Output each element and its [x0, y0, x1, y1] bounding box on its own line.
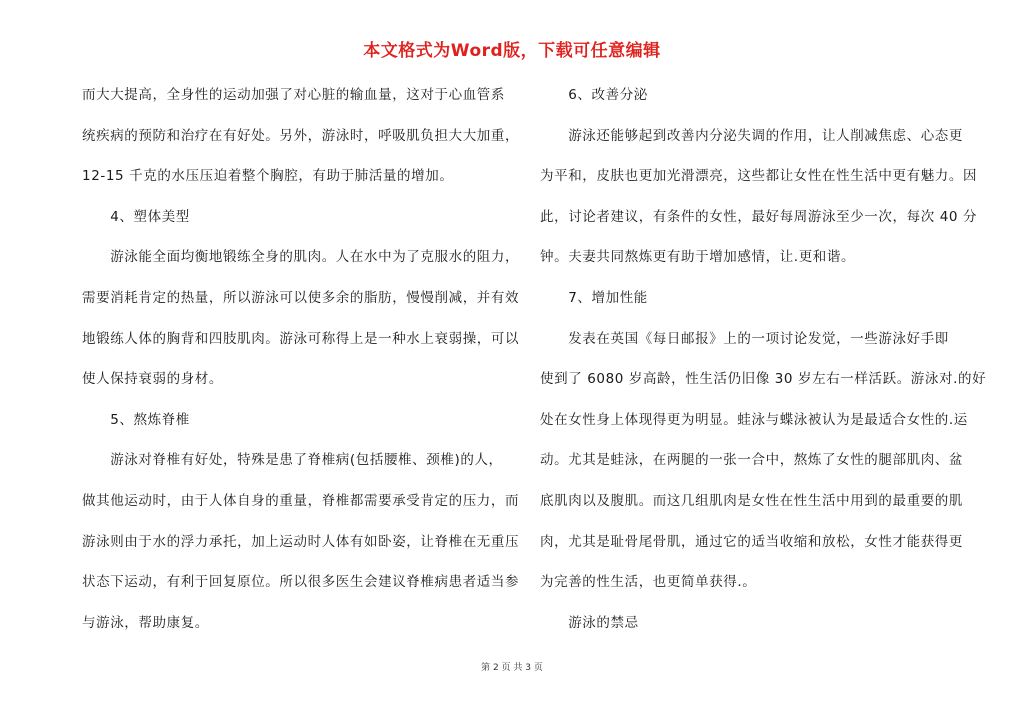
- text-line: 统疾病的预防和治疗在有好处。另外，游泳时，呼吸肌负担大大加重，: [82, 127, 520, 144]
- left-column: [82, 79, 522, 647]
- text-line: 游泳对脊椎有好处，特殊是患了脊椎病(包括腰椎、颈椎)的人，: [82, 452, 503, 469]
- document-banner: 本文格式为Word版，下载可任意编辑: [363, 41, 661, 61]
- text-line: 游泳的禁忌: [540, 614, 639, 631]
- text-line: 钟。夫妻共同熬炼更有助于增加感情，让.更和谐。: [540, 249, 856, 266]
- text-line: 使人保持衰弱的身材。: [82, 371, 223, 388]
- text-line: 处在女性身上体现得更为明显。蛙泳与蝶泳被认为是最适合女性的.运: [540, 411, 968, 428]
- text-line: 发表在英国《每日邮报》上的一项讨论发觉，一些游泳好手即: [540, 330, 949, 347]
- text-line: 需要消耗肯定的热量，所以游泳可以使多余的脂肪，慢慢削减，并有效: [82, 289, 520, 306]
- text-line: 游泳还能够起到改善内分泌失调的作用，让人削减焦虑、心态更: [540, 127, 963, 144]
- page-footer: 第 2 页 共 3 页: [481, 663, 543, 673]
- text-line: 12-15 千克的水压压迫着整个胸腔，有助于肺活量的增加。: [82, 168, 454, 185]
- right-column: [540, 79, 987, 647]
- text-line: 游泳能全面均衡地锻练全身的肌肉。人在水中为了克服水的阻力，: [82, 249, 520, 266]
- text-line: 游泳则由于水的浮力承托，加上运动时人体有如卧姿，让脊椎在无重压: [82, 533, 520, 550]
- text-line: 肉，尤其是耻骨尾骨肌，通过它的适当收缩和放松，女性才能获得更: [540, 533, 963, 550]
- text-line: 5、熬炼脊椎: [82, 411, 190, 428]
- text-line: 底肌肉以及腹肌。而这几组肌肉是女性在性生活中用到的最重要的肌: [540, 492, 963, 509]
- text-line: 6、改善分泌: [540, 87, 648, 103]
- text-line: 做其他运动时，由于人体自身的重量，脊椎都需要承受肯定的压力，而: [82, 492, 520, 509]
- text-line: 动。尤其是蛙泳，在两腿的一张一合中，熬炼了女性的腿部肌肉、盆: [540, 452, 963, 469]
- text-line: 地锻练人体的胸背和四肢肌肉。游泳可称得上是一种水上衰弱操，可以: [82, 330, 520, 347]
- text-line: 与游泳，帮助康复。: [82, 614, 209, 631]
- text-line: 4、塑体美型: [82, 208, 190, 225]
- text-line: 为完善的性生活，也更简单获得.。: [540, 574, 757, 591]
- text-line: 为平和，皮肤也更加光滑漂亮，这些都让女性在性生活中更有魅力。因: [540, 168, 978, 185]
- text-line: 使到了 6080 岁高龄，性生活仍旧像 30 岁左右一样活跃。游泳对.的好: [540, 371, 987, 388]
- text-line: 此，讨论者建议，有条件的女性，最好每周游泳至少一次，每次 40 分: [540, 208, 978, 225]
- text-line: 状态下运动，有利于回复原位。所以很多医生会建议脊椎病患者适当参: [82, 574, 520, 591]
- text-line: 而大大提高，全身性的运动加强了对心脏的输血量，这对于心血管系: [82, 87, 505, 103]
- text-line: 7、增加性能: [540, 289, 648, 306]
